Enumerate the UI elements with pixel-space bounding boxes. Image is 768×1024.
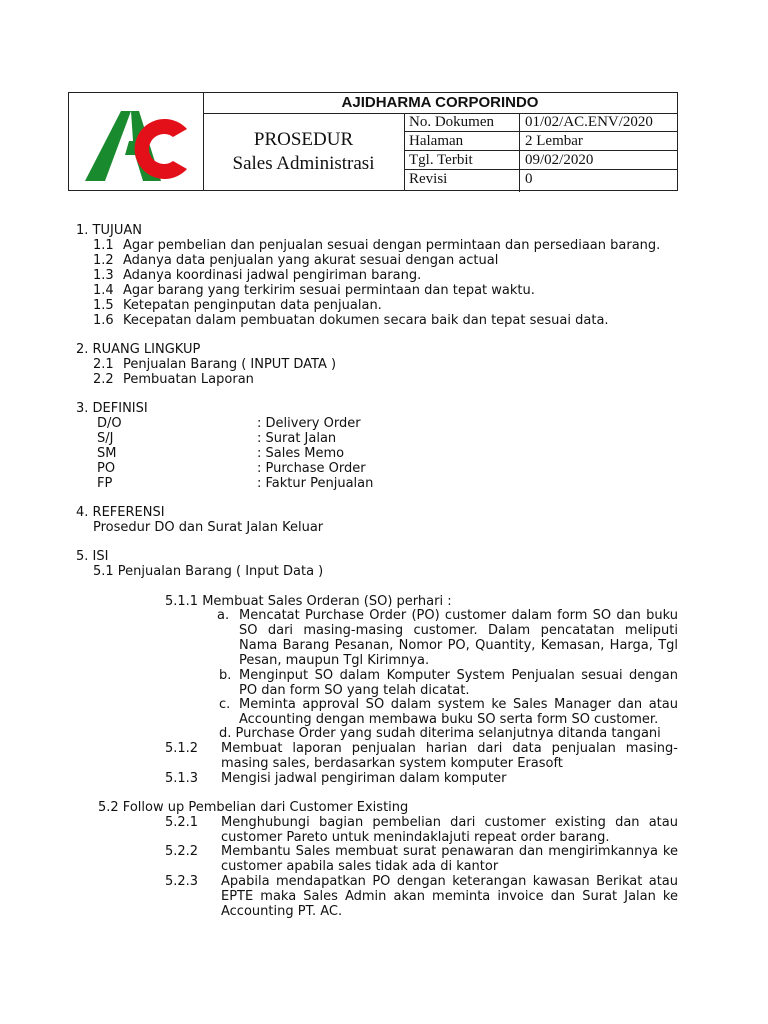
paragraph-5-1-3: Mengisi jadwal pengiriman dalam komputer xyxy=(221,771,507,786)
section-title-definisi: 3. DEFINISI xyxy=(76,401,148,416)
list-item-text: Kecepatan dalam pembuatan dokumen secara baik dan tepat sesuai data. xyxy=(123,313,609,328)
section-title-tujuan: 1. TUJUAN xyxy=(76,223,142,238)
list-marker: a. xyxy=(217,608,230,623)
list-item-num: 2.1 xyxy=(93,357,114,372)
definition-meaning: : Delivery Order xyxy=(257,416,361,431)
list-item-text: Penjualan Barang ( INPUT DATA ) xyxy=(123,357,337,372)
list-marker: c. xyxy=(219,697,231,712)
paragraph-5-2-3: Apabila mendapatkan PO dengan keterangan kawasan Berikat atau EPTE maka Sales Admin akan meminta invoice dan Surat Jalan ke Accounting PT. AC. xyxy=(221,874,678,919)
paragraph-num: 5.1.2 xyxy=(165,741,199,756)
paragraph-5-1-1: 5.1.1 Membuat Sales Orderan (SO) perhari : xyxy=(165,594,452,609)
definition-term: D/O xyxy=(97,416,122,431)
meta-row-revision xyxy=(404,170,677,192)
list-item-num: 1.3 xyxy=(93,268,114,283)
meta-value: 0 xyxy=(525,171,533,187)
document-title xyxy=(203,113,405,190)
list-item-text: Adanya koordinasi jadwal pengiriman barang. xyxy=(123,268,422,283)
list-item-c: Meminta approval SO dalam system ke Sales Manager dan atau Accounting dengan membawa buku SO serta form SO customer. xyxy=(239,697,678,727)
section-title-ruang-lingkup: 2. RUANG LINGKUP xyxy=(76,342,201,357)
paragraph-5-2-2: Membantu Sales membuat surat penawaran dan mengirimkannya ke customer apabila sales tidak ada di kantor xyxy=(221,844,678,874)
meta-row-doc-number xyxy=(404,113,677,132)
company-name: AJIDHARMA CORPORINDO xyxy=(203,93,677,114)
paragraph-num: 5.2.1 xyxy=(165,815,199,830)
meta-label: No. Dokumen xyxy=(404,113,520,131)
company-logo-icon xyxy=(69,93,203,190)
definition-term: PO xyxy=(97,461,116,476)
title-line-1: PROSEDUR xyxy=(253,129,354,150)
list-item-num: 1.4 xyxy=(93,283,114,298)
list-item-num: 1.6 xyxy=(93,313,114,328)
list-item-num: 1.5 xyxy=(93,298,114,313)
meta-row-issue-date xyxy=(404,151,677,170)
definition-meaning: : Purchase Order xyxy=(257,461,366,476)
meta-label: Halaman xyxy=(404,132,520,150)
reference-text: Prosedur DO dan Surat Jalan Keluar xyxy=(93,520,324,535)
list-item-a: Mencatat Purchase Order (PO) customer dalam form SO dan buku SO dari masing-masing customer. Dalam pencatatan meliputi Nama Barang Pesanan, Nomor PO, Quantity, Kemasan, Harga, Tgl Pesan, maupun Tgl Kirimnya. xyxy=(239,608,678,668)
meta-value: 01/02/AC.ENV/2020 xyxy=(525,114,653,130)
paragraph-5-2-1: Menghubungi bagian pembelian dari customer existing dan atau customer Pareto untuk menindaklajuti repeat order barang. xyxy=(221,815,678,845)
list-item-num: 2.2 xyxy=(93,372,114,387)
paragraph-5-1-2: Membuat laporan penjualan harian dari data penjualan masing-masing sales, berdasarkan system komputer Erasoft xyxy=(221,741,678,771)
list-item-num: 1.1 xyxy=(93,238,114,253)
subsection-title: 5.2 Follow up Pembelian dari Customer Existing xyxy=(98,800,409,815)
definition-meaning: : Surat Jalan xyxy=(257,431,337,446)
meta-value: 2 Lembar xyxy=(525,133,583,149)
list-item-b: Menginput SO dalam Komputer System Penjualan sesuai dengan PO dan form SO yang telah dicatat. xyxy=(239,668,678,698)
title-line-2: Sales Administrasi xyxy=(232,153,375,174)
list-item-text: Adanya data penjualan yang akurat sesuai dengan actual xyxy=(123,253,499,268)
paragraph-num: 5.2.3 xyxy=(165,874,199,889)
definition-term: SM xyxy=(97,446,117,461)
meta-row-pages xyxy=(404,132,677,151)
section-title-isi: 5. ISI xyxy=(76,549,109,564)
definition-term: FP xyxy=(97,476,113,491)
paragraph-num: 5.1.3 xyxy=(165,771,199,786)
definition-meaning: : Sales Memo xyxy=(257,446,345,461)
meta-value: 09/02/2020 xyxy=(525,152,594,168)
logo-cell xyxy=(69,93,204,190)
list-marker: b. xyxy=(219,668,232,683)
document-header xyxy=(68,92,678,191)
subsection-title: 5.1 Penjualan Barang ( Input Data ) xyxy=(93,564,324,579)
list-item-text: Agar pembelian dan penjualan sesuai dengan permintaan dan persediaan barang. xyxy=(123,238,661,253)
paragraph-num: 5.2.2 xyxy=(165,844,199,859)
document-meta-table xyxy=(404,113,677,190)
list-item-d: d. Purchase Order yang sudah diterima selanjutnya ditanda tangani xyxy=(219,726,661,741)
list-item-text: Ketepatan penginputan data penjualan. xyxy=(123,298,382,313)
meta-label: Revisi xyxy=(404,170,520,192)
definition-term: S/J xyxy=(97,431,114,446)
list-item-num: 1.2 xyxy=(93,253,114,268)
list-item-text: Pembuatan Laporan xyxy=(123,372,254,387)
definition-meaning: : Faktur Penjualan xyxy=(257,476,374,491)
list-item-text: Agar barang yang terkirim sesuai permintaan dan tepat waktu. xyxy=(123,283,535,298)
meta-label: Tgl. Terbit xyxy=(404,151,520,169)
section-title-referensi: 4. REFERENSI xyxy=(76,505,165,520)
